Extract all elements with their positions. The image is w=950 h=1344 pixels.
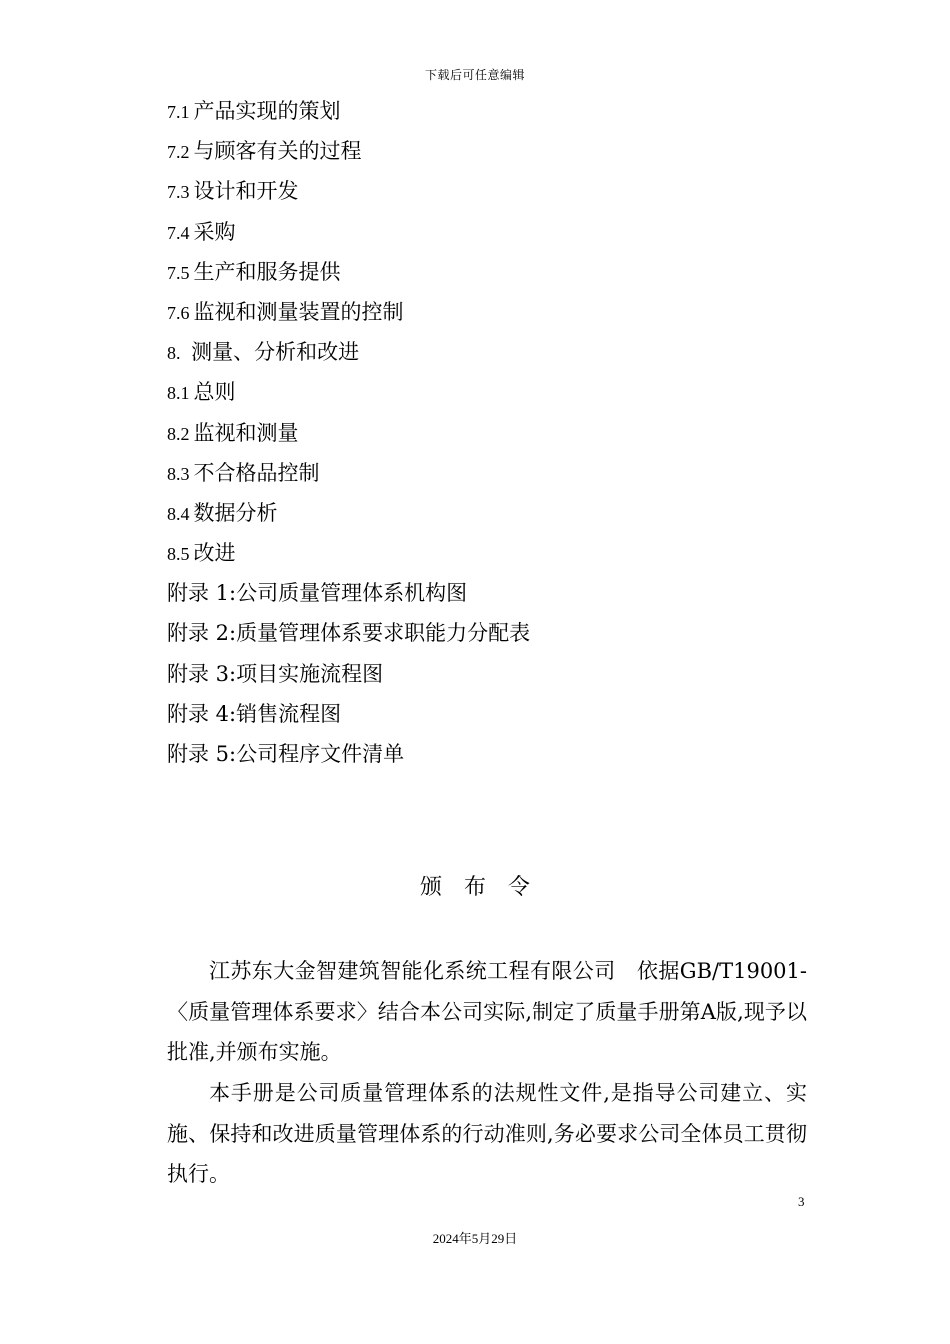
- toc-item: [167, 295, 827, 335]
- toc-number: 7.5: [167, 262, 190, 283]
- toc-item: [167, 536, 827, 576]
- toc-label: 不合格品控制: [193, 460, 320, 485]
- toc-item: [167, 416, 827, 456]
- toc-item: [167, 496, 827, 536]
- toc-appendix-item: [167, 616, 827, 656]
- toc-number: 8.2: [167, 423, 190, 444]
- toc-number: 7.4: [167, 222, 190, 243]
- toc-label: 监视和测量: [193, 420, 299, 445]
- toc-item: [167, 456, 827, 496]
- paragraph-manual-purpose: 本手册是公司质量管理体系的法规性文件,是指导公司建立、实施、保持和改进质量管理体系的行动准则,务必要求公司全体员工贯彻执行。: [167, 1081, 807, 1186]
- toc-number: 7.3: [167, 182, 190, 203]
- toc-number: 8.4: [167, 503, 190, 524]
- page-header: 下载后可任意编辑: [424, 68, 525, 82]
- toc-appendix-item: [167, 697, 827, 737]
- toc-label: 附录 3:项目实施流程图: [167, 661, 384, 686]
- toc-number: 8.: [167, 343, 181, 364]
- toc-label: 与顾客有关的过程: [193, 139, 362, 164]
- toc-number: 7.2: [167, 142, 190, 163]
- paragraph-decree: 江苏东大金智建筑智能化系统工程有限公司 依据GB/T19001- 〈质量管理体系要求〉结合本公司实际,制定了质量手册第A版,现予以批准,并颁布实施。: [167, 959, 807, 1064]
- toc-number: 7.1: [167, 102, 190, 122]
- toc-label: 数据分析: [193, 500, 278, 525]
- toc-label: 采购: [193, 219, 236, 244]
- toc-label: 改进: [193, 541, 236, 566]
- toc-label: 附录 2:质量管理体系要求职能力分配表: [167, 621, 531, 646]
- table-of-contents: [167, 94, 827, 777]
- toc-item: [167, 174, 827, 214]
- toc-label: 生产和服务提供: [193, 259, 341, 284]
- toc-item: [167, 255, 827, 295]
- toc-label: 附录 5:公司程序文件清单: [167, 742, 405, 766]
- toc-item: [167, 335, 827, 375]
- toc-appendix-item: [167, 737, 827, 777]
- toc-item: [167, 134, 827, 174]
- toc-label: 设计和开发: [193, 179, 299, 204]
- toc-number: 8.5: [167, 544, 190, 565]
- toc-label: 测量、分析和改进: [184, 340, 360, 365]
- toc-number: 8.3: [167, 463, 190, 484]
- toc-number: 7.6: [167, 302, 190, 323]
- toc-item: [167, 94, 827, 134]
- toc-label: 产品实现的策划: [193, 99, 341, 123]
- page-number: 3: [798, 1194, 805, 1209]
- toc-label: 总则: [193, 380, 236, 405]
- toc-appendix-item: [167, 576, 827, 616]
- toc-item: [167, 375, 827, 415]
- toc-label: 附录 1:公司质量管理体系机构图: [167, 581, 468, 606]
- section-title: 颁布令: [419, 875, 552, 900]
- toc-appendix-item: [167, 657, 827, 697]
- toc-item: [167, 215, 827, 255]
- toc-label: 监视和测量装置的控制: [193, 299, 404, 324]
- toc-number: 8.1: [167, 383, 190, 404]
- page-footer-date: 2024年5月29日: [432, 1231, 518, 1246]
- toc-label: 附录 4:销售流程图: [167, 701, 342, 726]
